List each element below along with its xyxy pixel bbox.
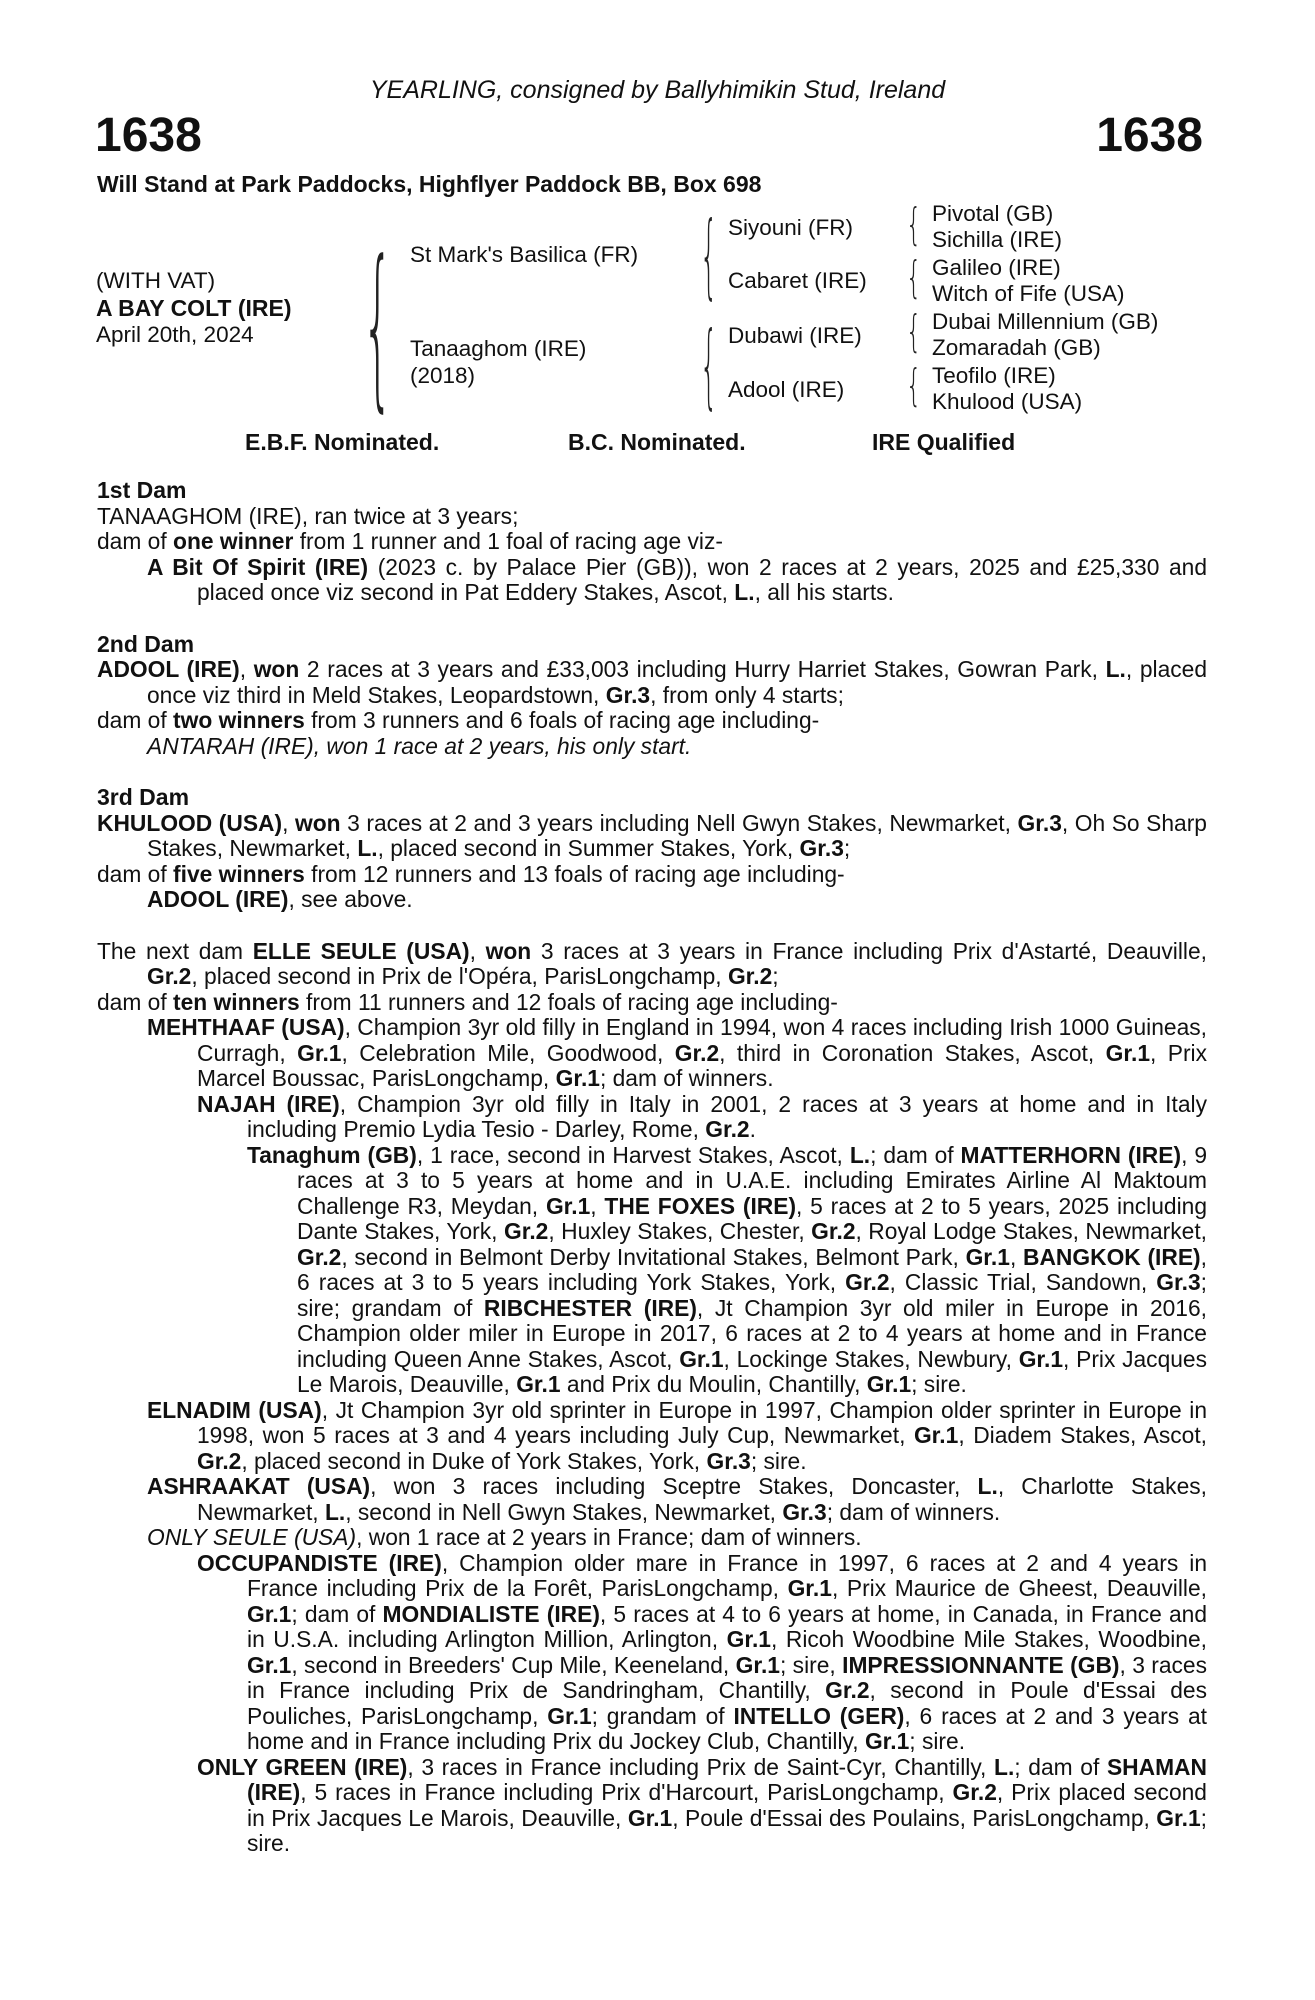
dam-record: TANAAGHOM (IRE), ran twice at 3 years; bbox=[97, 502, 519, 529]
ebf-nominated: E.B.F. Nominated. bbox=[245, 429, 440, 455]
brace-icon: { bbox=[906, 306, 922, 357]
offspring-entry: Tanaghum (GB), 1 race, second in Harvest Stakes, Ascot, L.; dam of MATTERHORN (IRE), 9 races at 3 to 5 years at home and in U.A.E. including Emirates Airline Al Maktoum Challenge R3, Meydan, Gr.1, THE FOXES (IRE), 5 races at 2 to 5 years, 2025 including Dante Stakes, York, Gr.2, Huxley Stakes, Chester, Gr.2, Royal Lodge Stakes, Newmarket, Gr.2, second in Belmont Derby Invitational Stakes, Belmont Park, Gr.1, BANGKOK (IRE), 6 races at 3 to 5 years including York Stakes, York, Gr.2, Classic Trial, Sandown, Gr.3; sire; grandam of RIBCHESTER (IRE), Jt Champion 3yr old miler in Europe in 2016, Champion older miler in Europe in 2017, 6 races at 2 to 4 years at home and in France including Queen Anne Stakes, Ascot, Gr.1, Lockinge Stakes, Newbury, Gr.1, Prix Jacques Le Marois, Deauville, Gr.1 and Prix du Moulin, Chantilly, Gr.1; sire. bbox=[247, 1141, 1208, 1397]
brace-icon: { bbox=[906, 360, 922, 411]
dam-dam: Adool (IRE) bbox=[728, 377, 845, 402]
section-heading: 2nd Dam bbox=[97, 630, 195, 657]
dam-sire: Dubawi (IRE) bbox=[728, 323, 862, 348]
next-dam-section bbox=[97, 939, 1207, 1857]
dam-produce-summary: dam of five winners from 12 runners and 13 foals of racing age including- bbox=[97, 860, 845, 887]
third-dam-section bbox=[97, 785, 1207, 913]
brace-icon: { bbox=[906, 252, 922, 303]
offspring-entry: ANTARAH (IRE), won 1 race at 2 years, his only start. bbox=[147, 732, 692, 759]
offspring-entry: ONLY SEULE (USA), won 1 race at 2 years in France; dam of winners. bbox=[147, 1524, 862, 1550]
sire-name: St Mark's Basilica (FR) bbox=[410, 242, 639, 267]
consignment-line: YEARLING, consigned by Ballyhimikin Stud, Ireland bbox=[369, 76, 946, 104]
sire-sire: Siyouni (FR) bbox=[728, 215, 854, 240]
offspring-entry: OCCUPANDISTE (IRE), Champion older mare in France in 1997, 6 races at 2 and 4 years in France including Prix de la Forêt, ParisLongchamp, Gr.1, Prix Maurice de Gheest, Deauville, Gr.1; dam of MONDIALISTE (IRE), 5 races at 4 to 6 years at home, in Canada, in France and in U.S.A. including Arlington Million, Arlington, Gr.1, Ricoh Woodbine Mile Stakes, Woodbine, Gr.1, second in Breeders' Cup Mile, Keeneland, Gr.1; sire, IMPRESSIONNANTE (GB), 3 races in France including Prix de Sandringham, Chantilly, Gr.2, second in Poule d'Essai des Pouliches, ParisLongchamp, Gr.1; grandam of INTELLO (GER), 6 races at 2 and 3 years at home and in France including Prix du Jockey Club, Chantilly, Gr.1; sire. bbox=[197, 1549, 1208, 1754]
bc-nominated: B.C. Nominated. bbox=[568, 429, 746, 455]
sire-dam: Cabaret (IRE) bbox=[728, 268, 867, 293]
dam-produce-summary: dam of one winner from 1 runner and 1 foal of racing age viz- bbox=[97, 528, 723, 554]
sire-brace-icon: { bbox=[700, 202, 718, 309]
first-dam-section bbox=[97, 478, 1207, 606]
dam-foaling-year: (2018) bbox=[410, 363, 476, 388]
horse-name: A BAY COLT (IRE) bbox=[96, 295, 292, 321]
brace-icon: { bbox=[906, 199, 922, 250]
offspring-entry: ONLY GREEN (IRE), 3 races in France including Prix de Saint-Cyr, Chantilly, L.; dam of SHAMAN (IRE), 5 races in France including Prix d'Harcourt, ParisLongchamp, Gr.2, Prix placed second in Prix Jacques Le Marois, Deauville, Gr.1, Poule d'Essai des Poulains, ParisLongchamp, Gr.1; sire. bbox=[197, 1753, 1207, 1856]
vat-note: (WITH VAT) bbox=[96, 268, 216, 293]
dam-produce-summary: dam of ten winners from 11 runners and 12 foals of racing age including- bbox=[97, 988, 838, 1015]
ancestor-sichilla: Sichilla (IRE) bbox=[932, 227, 1063, 252]
dam-produce-summary: dam of two winners from 3 runners and 6 foals of racing age including- bbox=[97, 707, 820, 733]
offspring-entry: NAJAH (IRE), Champion 3yr old filly in Italy in 2001, 2 races at 3 years at home and in Italy including Premio Lydia Tesio - Darley, Rome, Gr.2. bbox=[197, 1090, 1207, 1142]
lot-number-left: 1638 bbox=[95, 109, 202, 162]
dam-name: Tanaaghom (IRE) bbox=[410, 336, 587, 361]
section-heading: 3rd Dam bbox=[97, 784, 190, 810]
ancestor-zomaradah: Zomaradah (GB) bbox=[932, 335, 1101, 360]
lot-number-right: 1638 bbox=[1096, 109, 1203, 162]
catalogue-body bbox=[97, 478, 1207, 1857]
dam-record: The next dam ELLE SEULE (USA), won 3 races at 3 years in France including Prix d'Astarté, Deauville, Gr.2, placed second in Prix de l'Opéra, ParisLongchamp, Gr.2; bbox=[97, 937, 1207, 989]
dam-brace-icon: { bbox=[700, 312, 718, 419]
foaling-date: April 20th, 2024 bbox=[96, 322, 254, 347]
offspring-entry: ASHRAAKAT (USA), won 3 races including Sceptre Stakes, Doncaster, L., Charlotte Stakes, Newmarket, L., second in Nell Gwyn Stakes, Newmarket, Gr.3; dam of winners. bbox=[147, 1473, 1207, 1525]
offspring-entry: A Bit Of Spirit (IRE) (2023 c. by Palace Pier (GB)), won 2 races at 2 years, 2025 and £25,330 and placed once viz second in Pat Eddery Stakes, Ascot, L., all his starts. bbox=[147, 553, 1207, 605]
ancestor-galileo: Galileo (IRE) bbox=[932, 255, 1061, 280]
dam-record: ADOOL (IRE), won 2 races at 3 years and £33,003 including Hurry Harriet Stakes, Gowran Park, L., placed once viz third in Meld Stakes, Leopardstown, Gr.3, from only 4 starts; bbox=[97, 656, 1208, 708]
ancestor-pivotal: Pivotal (GB) bbox=[932, 201, 1054, 226]
ancestor-teofilo: Teofilo (IRE) bbox=[932, 363, 1056, 388]
ire-qualified: IRE Qualified bbox=[872, 429, 1016, 455]
stand-location: Will Stand at Park Paddocks, Highflyer Paddock BB, Box 698 bbox=[97, 171, 762, 197]
offspring-entry: ELNADIM (USA), Jt Champion 3yr old sprinter in Europe in 1997, Champion older sprinter in Europe in 1998, won 5 races at 3 and 4 years including July Cup, Newmarket, Gr.1, Diadem Stakes, Ascot, Gr.2, placed second in Duke of York Stakes, York, Gr.3; sire. bbox=[147, 1396, 1207, 1474]
second-dam-section bbox=[97, 632, 1207, 760]
ancestor-witch-of-fife: Witch of Fife (USA) bbox=[932, 281, 1125, 306]
offspring-entry: ADOOL (IRE), see above. bbox=[147, 886, 413, 912]
ancestor-khulood: Khulood (USA) bbox=[932, 389, 1083, 414]
dam-record: KHULOOD (USA), won 3 races at 2 and 3 years including Nell Gwyn Stakes, Newmarket, Gr.3, Oh So Sharp Stakes, Newmarket, L., placed second in Summer Stakes, York, Gr.3; bbox=[97, 809, 1207, 861]
offspring-entry: MEHTHAAF (USA), Champion 3yr old filly in England in 1994, won 4 races including Irish 1000 Guineas, Curragh, Gr.1, Celebration Mile, Goodwood, Gr.2, third in Coronation Stakes, Ascot, Gr.1, Prix Marcel Boussac, ParisLongchamp, Gr.1; dam of winners. bbox=[147, 1014, 1208, 1091]
ancestor-dubai-millennium: Dubai Millennium (GB) bbox=[932, 309, 1159, 334]
main-brace-icon: { bbox=[362, 223, 394, 428]
section-heading: 1st Dam bbox=[97, 477, 187, 503]
